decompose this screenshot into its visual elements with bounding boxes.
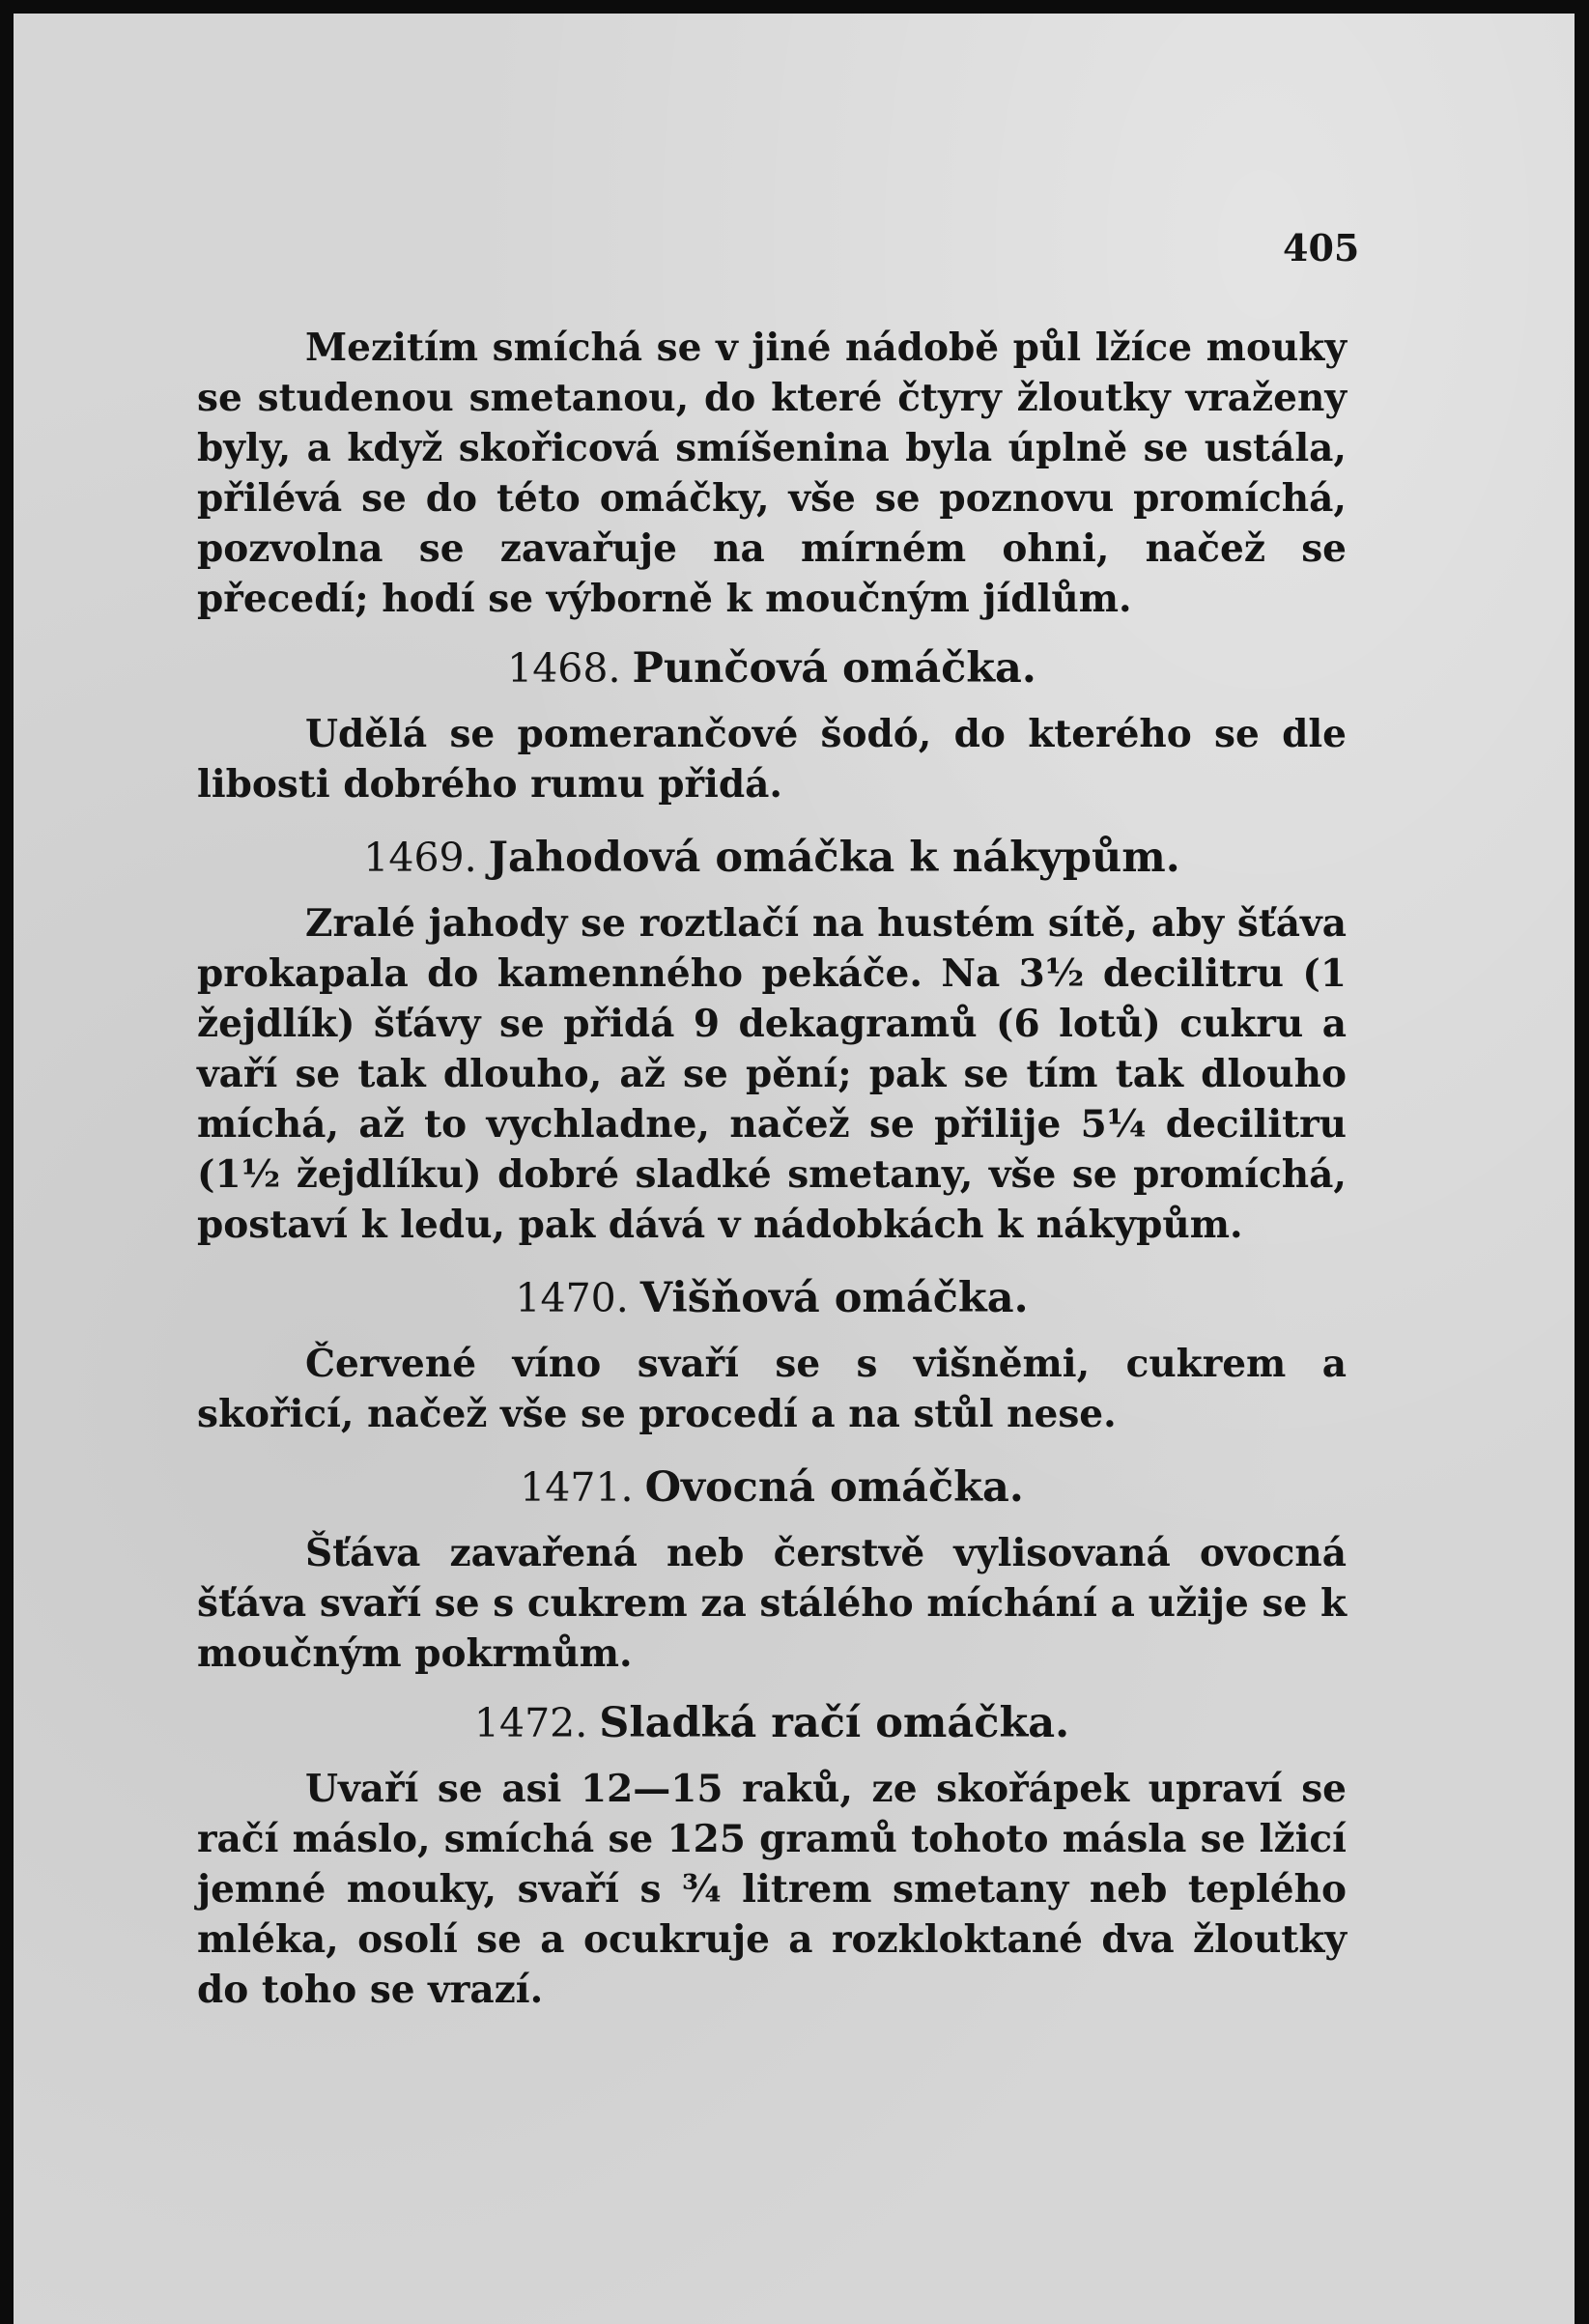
recipe-title: Ovocná omáčka. xyxy=(644,1463,1024,1512)
recipe-heading xyxy=(197,1460,1347,1515)
recipe-title: Višňová omáčka. xyxy=(639,1274,1029,1322)
recipe-number: 1470. xyxy=(515,1275,629,1321)
recipe-title: Punčová omáčka. xyxy=(632,644,1036,693)
recipe-number: 1471. xyxy=(520,1464,634,1511)
page-number: 405 xyxy=(1283,226,1360,269)
recipe-1470 xyxy=(197,1271,1347,1439)
recipe-number: 1469. xyxy=(363,835,477,881)
recipe-title: Sladká račí omáčka. xyxy=(599,1699,1070,1747)
intro-paragraph: Mezitím smíchá se v jiné nádobě půl lžíce mouky se studenou smetanou, do které čtyry žloutky vraženy byly, a když skořicová smíšenina byla úplně se ustála, přilévá se do této omáčky, vše se poznovu promíchá, pozvolna se zavařuje na mírném ohni, načež se přecedí; hodí se výborně k moučným jídlům. xyxy=(197,326,1347,621)
recipe-1468 xyxy=(197,641,1347,809)
recipe-text: Šťáva zavařená neb čerstvě vylisovaná ovocná šťáva svaří se s cukrem za stálého míchání a užije se k moučným pokrmům. xyxy=(197,1531,1347,1676)
recipe-text: Červené víno svaří se s višněmi, cukrem a skořicí, načež vše se procedí a na stůl nese. xyxy=(197,1342,1347,1436)
recipe-number: 1468. xyxy=(507,645,621,692)
recipe-text: Zralé jahody se roztlačí na hustém sítě, aby šťáva prokapala do kamenného pekáče. Na 3½ decilitru (1 žejdlík) šťávy se přidá 9 dekagramů (6 lotů) cukru a vaří se tak dlouho, až se pění; pak se tím tak dlouho míchá, až to vychladne, načež se přilije 5¼ decilitru (1½ žejdlíku) dobré sladké smetany, vše se promíchá, postaví k ledu, pak dává v nádobkách k nákypům. xyxy=(197,901,1347,1247)
recipe-heading xyxy=(197,831,1347,885)
recipe-text: Udělá se pomerančové šodó, do kterého se dle libosti dobrého rumu přidá. xyxy=(197,712,1347,807)
recipe-1471 xyxy=(197,1460,1347,1679)
page-body xyxy=(197,323,1347,2015)
recipe-title: Jahodová omáčka k nákypům. xyxy=(488,834,1180,882)
recipe-heading xyxy=(197,641,1347,695)
recipe-heading xyxy=(197,1271,1347,1325)
recipe-text: Uvaří se asi 12—15 raků, ze skořápek upraví se račí máslo, smíchá se 125 gramů tohoto másla se lžicí jemné mouky, svaří s ¾ litrem smetany neb teplého mléka, osolí se a ocukruje a rozkloktané dva žloutky do toho se vrazí. xyxy=(197,1767,1347,2012)
recipe-heading xyxy=(197,1696,1347,1750)
recipe-1472 xyxy=(197,1696,1347,2015)
recipe-number: 1472. xyxy=(473,1700,588,1746)
recipe-1469 xyxy=(197,831,1347,1250)
book-page xyxy=(14,14,1575,2324)
